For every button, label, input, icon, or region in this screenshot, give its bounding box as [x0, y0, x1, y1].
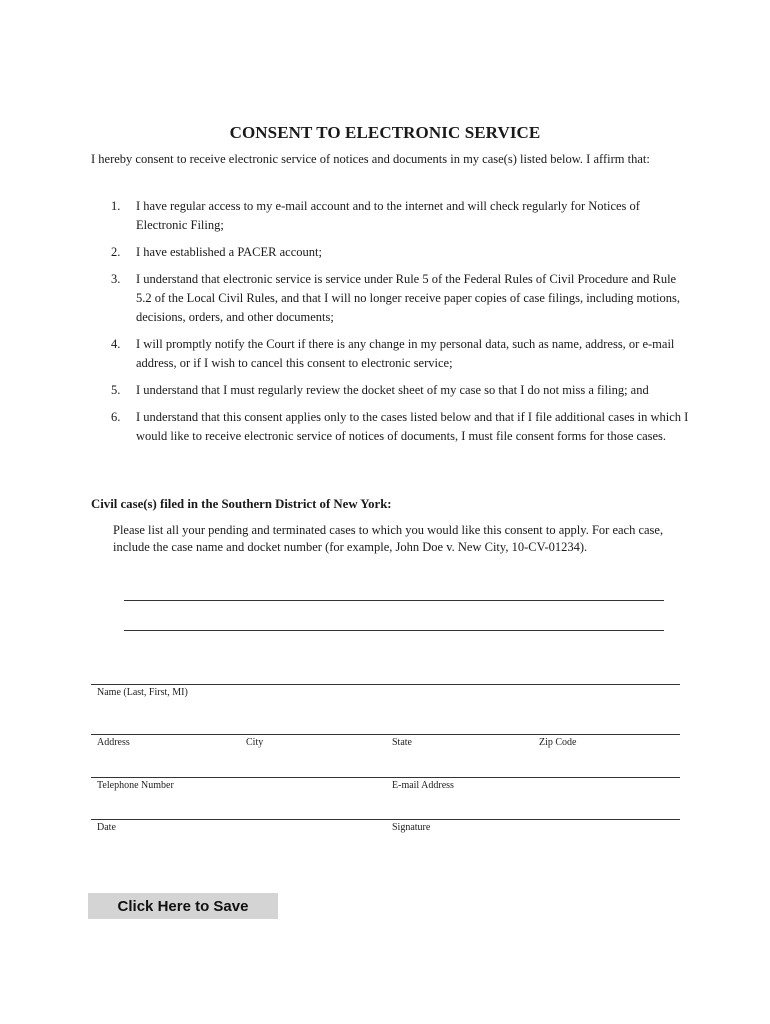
affirmation-number: 4. — [111, 337, 121, 351]
address-field-line[interactable] — [91, 734, 680, 735]
case-entry-line[interactable] — [124, 600, 664, 601]
affirmation-item — [111, 381, 691, 400]
date-label: Date — [97, 822, 116, 833]
case-entry-line[interactable] — [124, 630, 664, 631]
signature-label: Signature — [392, 822, 431, 833]
affirmation-number: 6. — [111, 410, 121, 424]
civil-cases-instructions: Please list all your pending and terminated cases to which you would like this consent to apply. For each case, include the case name and docket number (for example, John Doe v. New City, 10-CV-01234). — [113, 523, 664, 554]
document-title: CONSENT TO ELECTRONIC SERVICE — [229, 123, 541, 142]
affirmation-number: 2. — [111, 245, 121, 259]
affirmation-number: 1. — [111, 199, 121, 213]
address-label: Address — [97, 737, 130, 748]
name-label: Name (Last, First, MI) — [97, 687, 188, 698]
affirmation-text: I understand that this consent applies only to the cases listed below and that if I file additional cases in which I would like to receive electronic service of notices of documents, I must file consent forms for those cases. — [136, 410, 689, 443]
zip-code-label: Zip Code — [539, 737, 577, 748]
state-label: State — [392, 737, 412, 748]
name-field-line[interactable] — [91, 684, 680, 685]
affirmation-number: 3. — [111, 272, 121, 286]
city-label: City — [246, 737, 264, 748]
affirmation-item — [111, 335, 691, 373]
telephone-label: Telephone Number — [97, 780, 174, 791]
affirmation-item — [111, 270, 691, 327]
affirmation-item — [111, 197, 691, 235]
affirmation-item — [111, 243, 691, 262]
affirmation-text: I understand that I must regularly review the docket sheet of my case so that I do not miss a filing; and — [136, 383, 649, 397]
telephone-field-line[interactable] — [91, 777, 680, 778]
affirmation-text: I understand that electronic service is service under Rule 5 of the Federal Rules of Civil Procedure and Rule 5.2 of the Local Civil Rules, and that I will no longer receive paper copies of case filings, including motions, decisions, orders, and other documents; — [136, 272, 680, 324]
save-button[interactable]: Click Here to Save — [88, 893, 278, 919]
affirmation-item — [111, 408, 691, 446]
civil-cases-heading: Civil case(s) filed in the Southern District of New York: — [91, 497, 392, 511]
affirmation-text: I have established a PACER account; — [136, 245, 322, 259]
date-field-line[interactable] — [91, 819, 680, 820]
affirmation-list — [111, 197, 691, 454]
email-label: E-mail Address — [392, 780, 454, 791]
intro-paragraph: I hereby consent to receive electronic service of notices and documents in my case(s) listed below. I affirm that: — [91, 152, 650, 166]
affirmation-number: 5. — [111, 383, 121, 397]
affirmation-text: I have regular access to my e-mail account and to the internet and will check regularly for Notices of Electronic Filing; — [136, 199, 640, 232]
affirmation-text: I will promptly notify the Court if there is any change in my personal data, such as name, address, or e-mail address, or if I wish to cancel this consent to electronic service; — [136, 337, 675, 370]
